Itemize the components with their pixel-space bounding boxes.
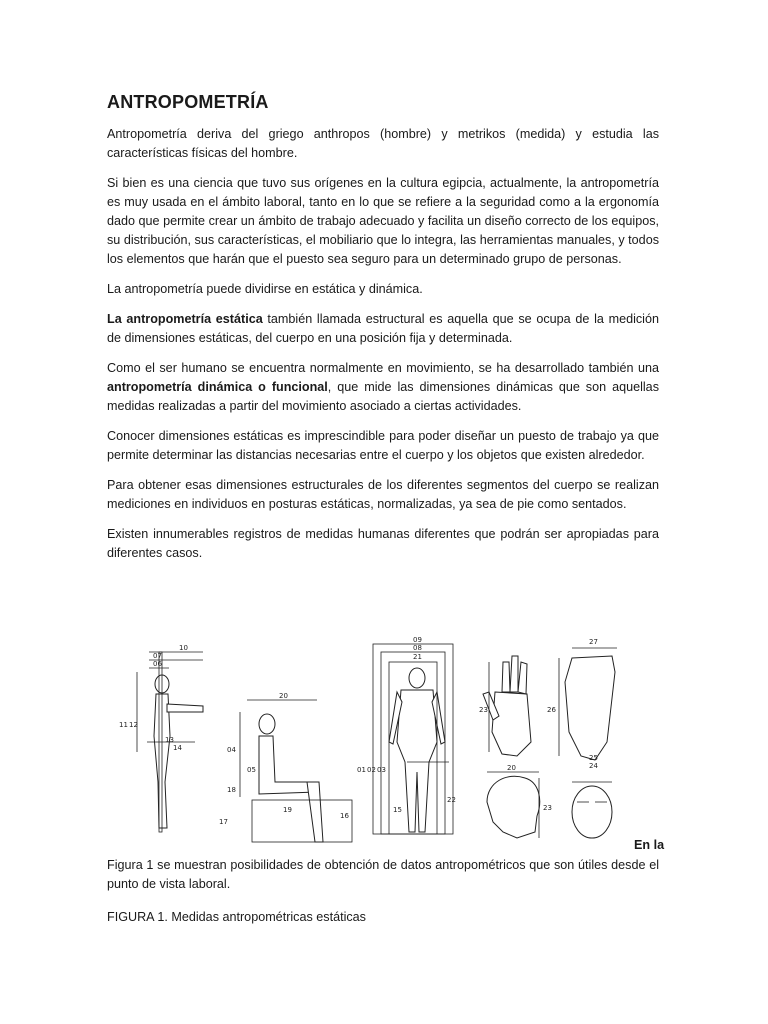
label-10: 10 xyxy=(179,644,188,652)
label-20-head: 20 xyxy=(507,764,516,772)
after-figure-text-block xyxy=(107,856,659,941)
label-02: 02 xyxy=(367,766,376,774)
term-static: La antropometría estática xyxy=(107,312,263,326)
label-04: 04 xyxy=(227,746,236,754)
paragraph-measurement: Para obtener esas dimensiones estructurales de los diferentes segmentos del cuerpo se realizan mediciones en individuos en posturas estáticas, normalizadas, ya sea de pie como sentados. xyxy=(107,478,659,511)
label-26: 26 xyxy=(547,706,556,714)
label-11: 11 xyxy=(119,721,128,729)
label-20-seated: 20 xyxy=(279,692,288,700)
paragraph-figure-description: Figura 1 se muestran posibilidades de obtención de datos antropométricos que son útiles desde el punto de vista laboral. xyxy=(107,858,659,891)
paragraph-dynamic-start: Como el ser humano se encuentra normalmente en movimiento, se ha desarrollado también una xyxy=(107,361,659,375)
label-25: 25 xyxy=(589,754,598,762)
head-side-figure xyxy=(487,764,552,838)
hand-figure xyxy=(479,656,531,756)
paragraph-definition: Antropometría deriva del griego anthropos (hombre) y metrikos (medida) y estudia las características físicas del hombre. xyxy=(107,127,659,160)
label-06: 06 xyxy=(153,660,162,668)
label-03: 03 xyxy=(377,766,386,774)
label-08: 08 xyxy=(413,644,422,652)
label-18: 18 xyxy=(227,786,236,794)
foot-figure xyxy=(547,638,617,770)
label-09: 09 xyxy=(413,636,422,644)
label-07: 07 xyxy=(153,652,162,660)
anthropometric-drawings xyxy=(107,632,687,850)
paragraph-records: Existen innumerables registros de medidas humanas diferentes que podrán ser apropiadas para diferentes casos. xyxy=(107,527,659,560)
paragraph-importance: Conocer dimensiones estáticas es imprescindible para poder diseñar un puesto de trabajo ya que permite determinar las distancias necesarias entre el cuerpo y los objetos que existen alrededor. xyxy=(107,429,659,462)
label-19: 19 xyxy=(283,806,292,814)
anthropometric-figure xyxy=(107,632,687,850)
label-23-hand: 23 xyxy=(479,706,488,714)
paragraph-static xyxy=(107,310,659,348)
label-22: 22 xyxy=(447,796,456,804)
figure-caption: FIGURA 1. Medidas antropométricas estáticas xyxy=(107,910,366,924)
label-13: 13 xyxy=(165,736,174,744)
label-05: 05 xyxy=(247,766,256,774)
label-27: 27 xyxy=(589,638,598,646)
document-body xyxy=(107,92,659,563)
label-15: 15 xyxy=(393,806,402,814)
label-12: 12 xyxy=(129,721,138,729)
paragraph-dynamic xyxy=(107,359,659,416)
seated-figure xyxy=(219,692,352,842)
label-01: 01 xyxy=(357,766,366,774)
term-dynamic: antropometría dinámica o funcional xyxy=(107,380,328,394)
label-24: 24 xyxy=(589,762,598,770)
label-16: 16 xyxy=(340,812,349,820)
head-front-figure xyxy=(572,782,612,838)
page-title: ANTROPOMETRÍA xyxy=(107,92,269,112)
paragraph-division: La antropometría puede dividirse en estática y dinámica. xyxy=(107,282,423,296)
paragraph-static-text: también llamada estructural es aquella que se ocupa de la medición de dimensiones estáticas, del cuerpo en una posición fija y determinada. xyxy=(107,312,659,345)
inline-figure-reference: En la xyxy=(634,838,665,852)
standing-front-figure xyxy=(357,636,456,834)
label-14: 14 xyxy=(173,744,182,752)
label-17: 17 xyxy=(219,818,228,826)
label-23-head: 23 xyxy=(543,804,552,812)
paragraph-dynamic-text: , que mide las dimensiones dinámicas que son aquellas medidas realizadas a partir del movimiento asociado a ciertas actividades. xyxy=(107,380,659,413)
label-21: 21 xyxy=(413,653,422,661)
standing-side-figure xyxy=(119,644,203,832)
paragraph-origins: Si bien es una ciencia que tuvo sus orígenes en la cultura egipcia, actualmente, la antropometría es muy usada en el ámbito laboral, tanto en lo que se refiere a la seguridad como a la ergonomía dado que permite crear un ámbito de trabajo adecuado y facilita un diseño correcto de los equipos, su distribución, sus características, el mobiliario que lo integra, las herramientas manuales, y todos los elementos que harán que el puesto sea seguro para un determinado grupo de personas. xyxy=(107,176,659,266)
